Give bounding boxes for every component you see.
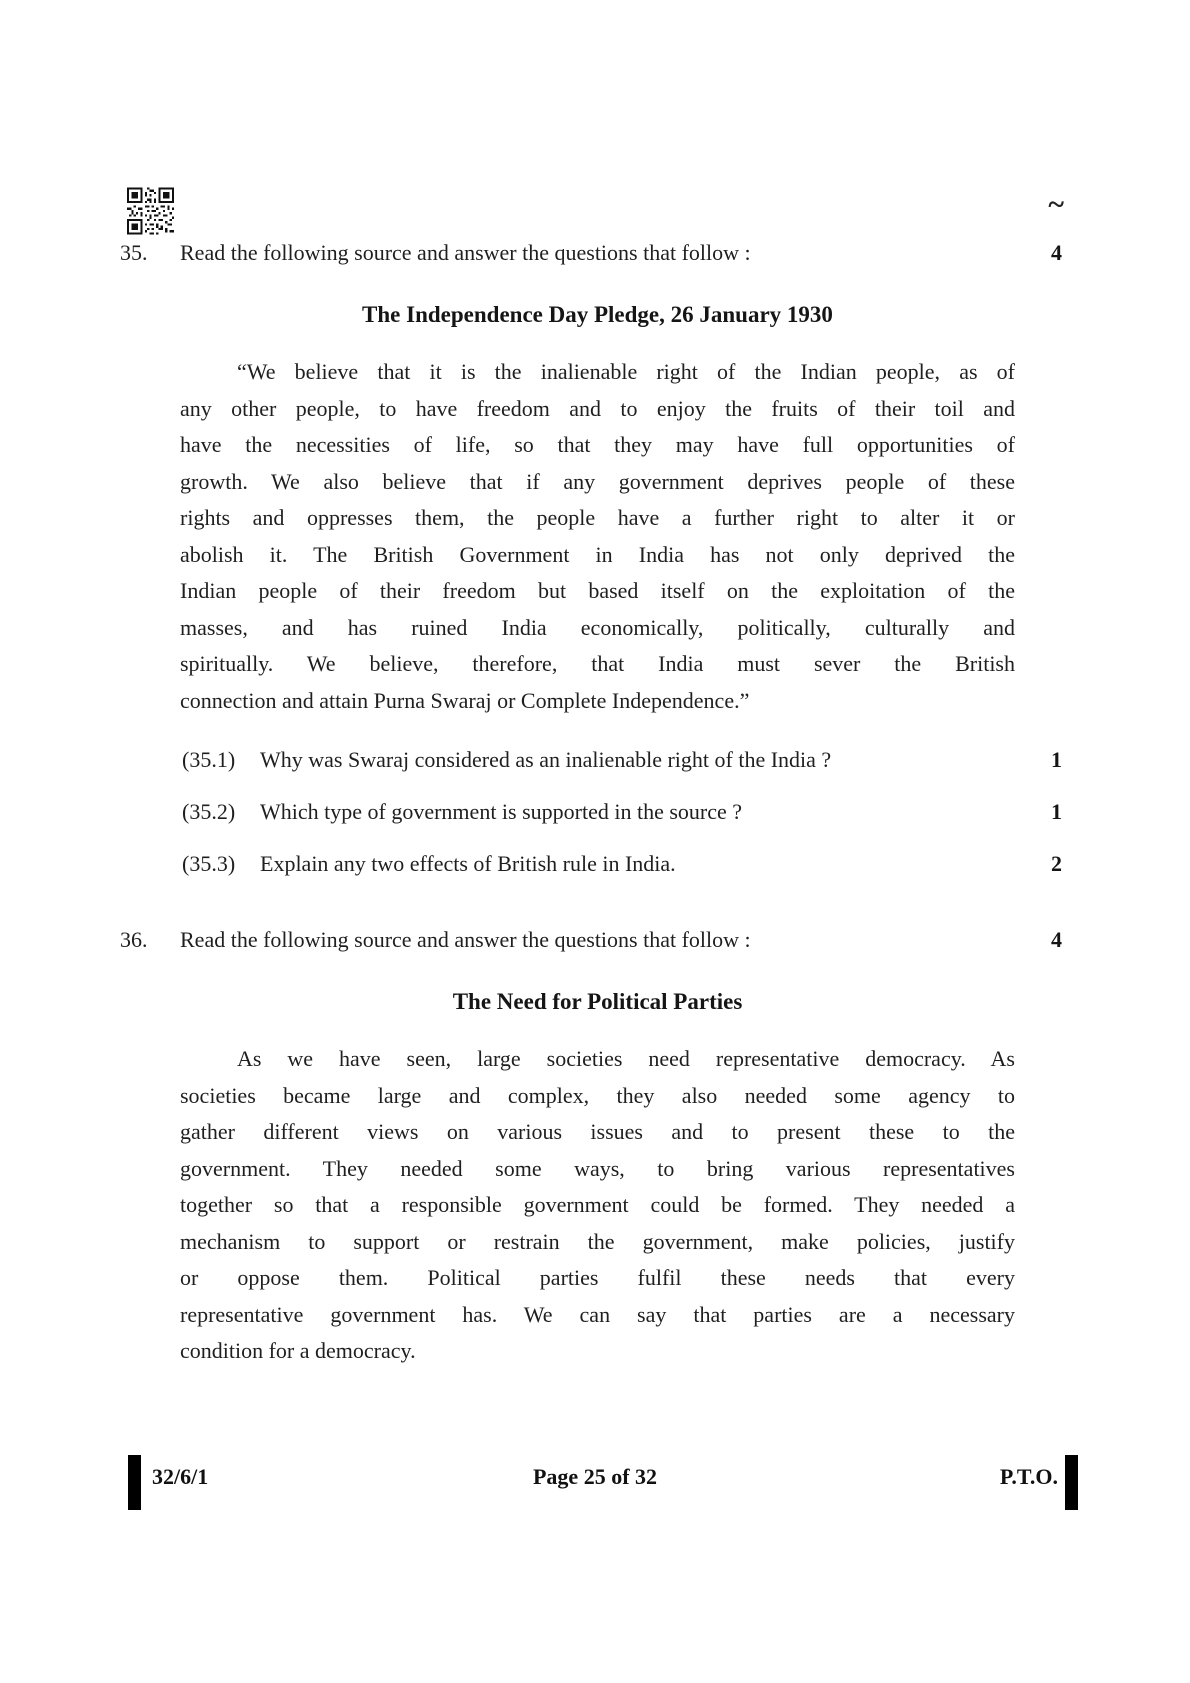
question-36-prompt: Read the following source and answer the questions that follow : — [180, 927, 751, 952]
subquestion-row-35-1 — [120, 746, 1062, 774]
paragraph-line: government. They needed some ways, to bring various representatives — [180, 1155, 1015, 1181]
qr-code-icon — [127, 187, 174, 235]
source-title-independence-pledge: The Independence Day Pledge, 26 January 1930 — [362, 302, 833, 327]
paragraph-line: rights and oppresses them, the people have a further right to alter it or — [180, 505, 1015, 530]
subquestion-label: (35.3) — [182, 851, 236, 876]
question-35-row — [120, 239, 1062, 267]
paragraph-line: mechanism to support or restrain the government, make policies, justify — [180, 1228, 1015, 1254]
pto-label: P.T.O. — [999, 1464, 1058, 1489]
paragraph-line: “We believe that it is the inalienable right of the Indian people, as of — [237, 359, 1015, 384]
paragraph-line: abolish it. The British Government in India has not only deprived the — [180, 541, 1015, 567]
page-number-label: Page 25 of 32 — [532, 1464, 658, 1489]
subquestion-text: Explain any two effects of British rule in India. — [260, 851, 676, 876]
paragraph-line: Indian people of their freedom but based itself on the exploitation of the — [180, 578, 1015, 603]
paper-set-code: 32/6/1 — [152, 1464, 209, 1489]
subquestion-marks: 1 — [1051, 799, 1062, 824]
paragraph-line: representative government has. We can say that parties are a necessary — [180, 1301, 1015, 1327]
subquestion-text: Why was Swaraj considered as an inalienable right of the India ? — [260, 747, 832, 772]
subquestion-text: Which type of government is supported in the source ? — [260, 799, 743, 824]
paragraph-line: spiritually. We believe, therefore, that India must sever the British — [180, 651, 1015, 676]
question-36-number: 36. — [120, 927, 148, 952]
paragraph-line: have the necessities of life, so that they may have full opportunities of — [180, 432, 1015, 457]
question-36-row — [120, 926, 1062, 954]
source-title-political-parties: The Need for Political Parties — [452, 989, 743, 1014]
page-content — [120, 187, 1062, 1370]
paragraph-line: connection and attain Purna Swaraj or Complete Independence.” — [180, 687, 750, 713]
subquestion-marks: 2 — [1051, 851, 1062, 876]
footer-bar-right — [1065, 1455, 1078, 1510]
question-35-marks: 4 — [1051, 240, 1062, 265]
paragraph-line: masses, and has ruined India economically, politically, culturally and — [180, 614, 1015, 640]
subquestion-label: (35.1) — [182, 747, 236, 772]
qr-row — [120, 187, 1062, 235]
paragraph-line: societies became large and complex, they also needed some agency to — [180, 1082, 1015, 1108]
question-35-prompt: Read the following source and answer the questions that follow : — [180, 240, 751, 265]
subquestion-row-35-3 — [120, 850, 1062, 878]
paragraph-line: together so that a responsible government could be formed. They needed a — [180, 1192, 1015, 1217]
paragraph-line: As we have seen, large societies need representative democracy. As — [237, 1046, 1015, 1071]
subquestion-row-35-2 — [120, 798, 1062, 826]
page-footer — [0, 1452, 1190, 1512]
tilde-mark: ~ — [1048, 188, 1064, 221]
paragraph-line: gather different views on various issues and to present these to the — [180, 1119, 1015, 1144]
question-35-number: 35. — [120, 240, 148, 265]
paragraph-line: any other people, to have freedom and to enjoy the fruits of their toil and — [180, 395, 1015, 421]
paragraph-line: growth. We also believe that if any government deprives people of these — [180, 468, 1015, 494]
subquestion-label: (35.2) — [182, 799, 236, 824]
paragraph-line: or oppose them. Political parties fulfil these needs that every — [180, 1265, 1015, 1290]
paragraph-line: condition for a democracy. — [180, 1338, 416, 1363]
source-paragraph-35 — [180, 354, 1015, 719]
subquestion-marks: 1 — [1051, 747, 1062, 772]
source-paragraph-36 — [180, 1041, 1015, 1370]
question-36-marks: 4 — [1051, 927, 1062, 952]
